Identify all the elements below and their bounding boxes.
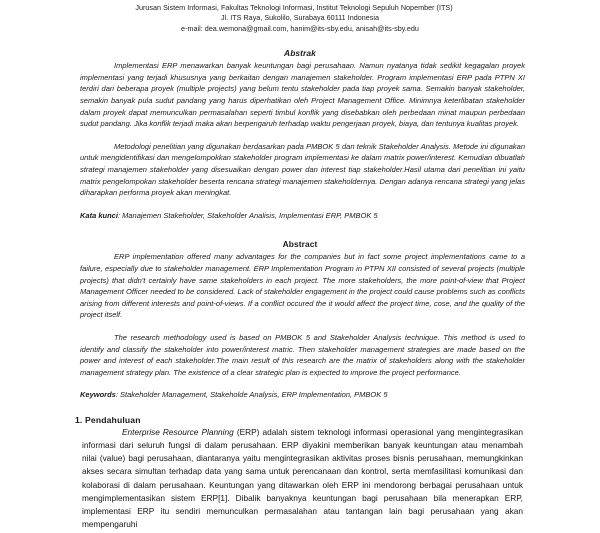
abstrak-block	[75, 60, 525, 221]
abstrak-keywords-label: Kata kunci	[80, 210, 118, 220]
abstrak-paragraph-1: Implementasi ERP menawarkan banyak keuntungan bagi perusahaan. Namun nyatanya tidak sedikit kegagalan proyek implementasi yang terjadi khususnya yang berkaitan dengan manajemen stakeholder. Program implementasi ERP pada PTPN XI terdiri dari beberapa proyek (multiple projects) yang belum tentu stakeholder pada tiap proyek sama. Semakin banyak stakeholder, semakin banyak pula sudut pandang yang harus diperhatikan oleh Project Management Office. Minimnya keterlibatan stakeholder dalam proyek dapat memunculkan permasalahan seperti timbul konflik yang disebabkan oleh perbedaan minat maupun perbedaan sudut pandang. Jika konflik terjadi maka akan berpengaruh terhadap waktu pengerjaan proyek, biaya, dan tentunya kualitas proyek.	[80, 61, 525, 129]
abstract-heading: Abstract	[282, 239, 318, 250]
abstract-paragraph-1: ERP implementation offered many advantages for the companies but in fact some project implementations came to a failure, especially due to stakeholder management. ERP Implementation Program in PTPN XII consisted of several projects (multiple projects) that didn't certainly have same stakeholders in each project. The more stakeholders, the more point-of-view that Project Management Officer needed to be considered. Lack of stakeholder engagement in the project could cause problems such as conflicts arising from different interests and point-of-views. If a conflict occured the it would affect the project time, cose, and the quality of the project itself.	[80, 252, 525, 320]
abstract-keywords	[80, 389, 525, 401]
abstrak-keywords	[80, 210, 525, 222]
abstrak-heading: Abstrak	[284, 48, 316, 59]
pendahuluan-paragraph-1-rest: (ERP) adalah sistem teknologi informasi operasional yang mengintegrasikan informasi dari seluruh fungsi di dalam perusahaan. ERP diyakini memberikan banyak keuntungan atau menambah nilai (value) bagi perusahaan, diantaranya yaitu mengintegrasikan aktivitas proses bisnis perusahaan, memungkinkan akses secara simultan terhadap data yang sama untuk perencanaan dan kontrol, serta memfasilitasi komunikasi dan kolaborasi di dalam perusahaan. Keuntungan yang ditawarkan oleh ERP ini mendorong berbagai perusahaan untuk mengimplementasikan sistem ERP[1]. Dibalik banyaknya keuntungan bagi perusahaan bila menerapkan ERP, implementasi ERP itu sendiri memunculkan permasalahan atau tantangan lain bagi perusahaan yang akan mempengaruhi	[82, 426, 523, 530]
abstract-block	[75, 251, 525, 401]
pendahuluan-block	[75, 426, 525, 532]
affiliation-line-2: Jl. ITS Raya, Sukolilo, Surabaya 60111 Indonesia	[220, 13, 380, 23]
abstrak-paragraph-2: Metodologi penelitian yang digunakan berdasarkan pada PMBOK 5 dan teknik Stakeholder Analysis. Metode ini digunakan untuk mengidentifikasi dan mengelompokkan stakeholder program implementasi ke dalam matrix power/interest. Kemudian dibuatlah strategi manajemen stakeholder yang disesuaikan dengan power dan interest tiap stakeholder.Hasil utama dari penelitian ini yaitu matrix pengelompokan stakeholder beserta rencana strategi manajemen stakeholdernya. Dengan adanya rencana strategi yang jelas diharapkan performa proyek akan meningkat.	[80, 141, 525, 198]
affiliation-header	[75, 3, 525, 34]
pendahuluan-lead-term: Enterprise Resource Planning	[122, 426, 234, 437]
affiliation-line-1: Jurusan Sistem Informasi, Fakultas Teknologi Informasi, Institut Teknologi Sepuluh Nopember (ITS)	[135, 3, 453, 12]
abstract-keywords-value: : Stakeholder Management, Stakeholde Analysis, ERP Implementation, PMBOK 5	[115, 390, 388, 400]
abstrak-keywords-value: : Manajemen Stakeholder, Stakeholder Analisis, Implementasi ERP, PMBOK 5	[117, 210, 378, 220]
abstract-paragraph-2: The research methodology used is based on PMBOK 5 and Stakeholder Analysis technique. This method is used to identify and classify the stakeholder into power/interest matric. Then stakeholder management strategies are made based on the power and interest of each stakeholder.The main result of this research are the matrix of stakeholders along with the stakeholder management strategy plan. The existence of a clear strategic plan is expected to improve the project performance.	[80, 332, 525, 377]
affiliation-email-line: e-mail: dea.wemona@gmail.com, hanim@its-sby.edu, anisah@its-sby.edu	[181, 23, 419, 33]
pendahuluan-paragraph-1	[82, 426, 523, 532]
abstract-keywords-label: Keywords	[80, 390, 116, 400]
pendahuluan-heading: 1. Pendahuluan	[75, 414, 141, 425]
